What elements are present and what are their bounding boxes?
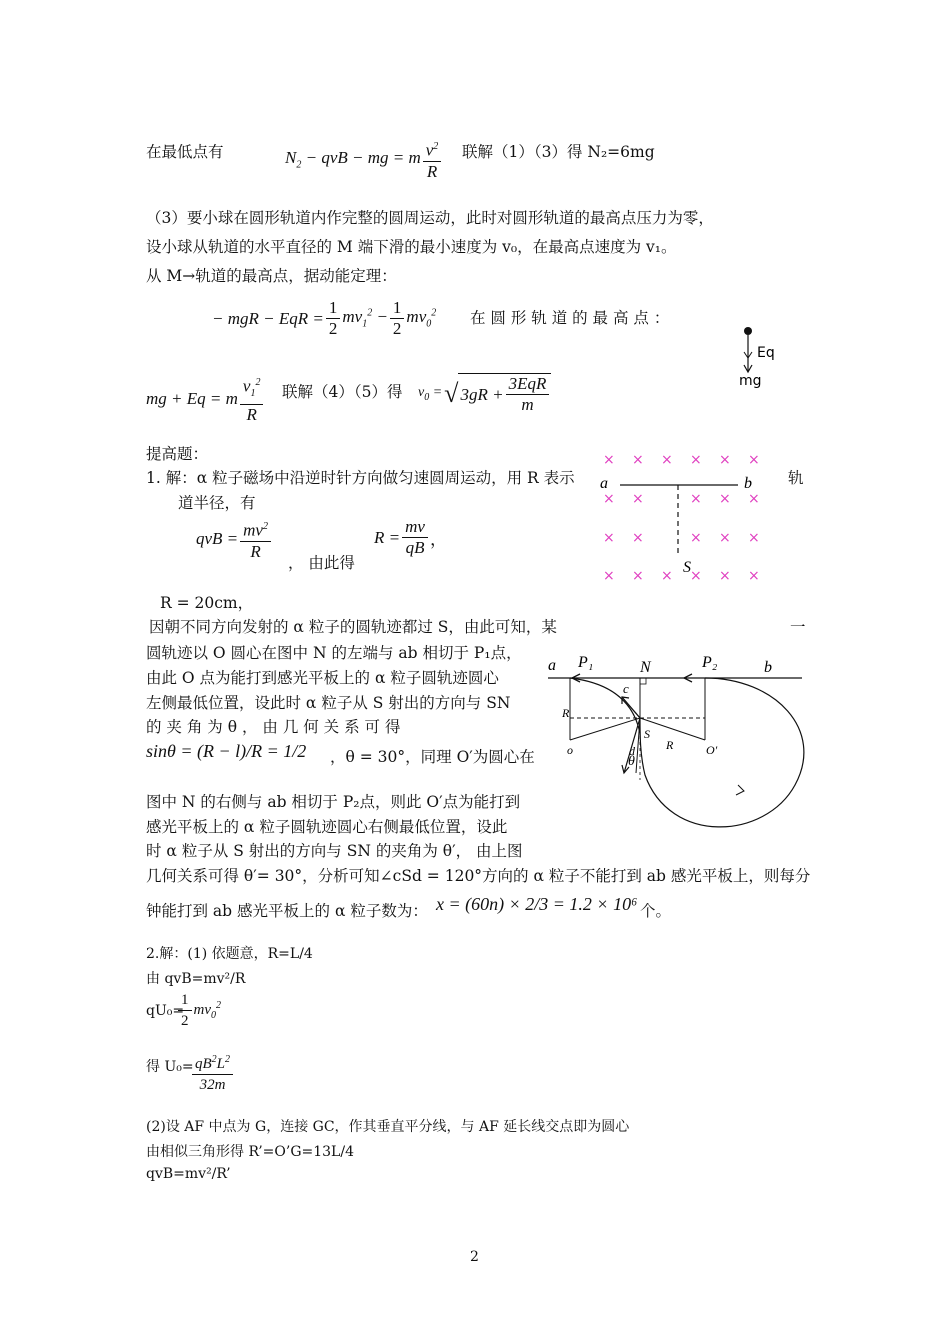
svg-text:×: × xyxy=(632,530,644,546)
q2-line1: 2.解：(1) 依题意，R=L/4 xyxy=(146,946,313,962)
joint-solve-2: 联解（4）（5）得 xyxy=(282,383,403,401)
label-b: b xyxy=(744,475,752,492)
equation-R: R = $\frac{mv}{qB}$ ， xyxy=(374,517,447,557)
label-P2: P₂ xyxy=(702,654,718,671)
label-d: d xyxy=(629,744,635,758)
svg-text:×: × xyxy=(603,530,615,546)
svg-text:×: × xyxy=(748,530,760,546)
q2-line2: 由 qvB=mv²/R xyxy=(146,971,246,987)
label-a: a xyxy=(600,475,608,492)
label-b: b xyxy=(764,659,772,676)
field-crosses xyxy=(603,452,760,584)
equation-top: mg + Eq = m $\frac{v_1^2}{R}$ xyxy=(146,373,265,425)
para-b: 圆轨迹以 O 圆心在图中 N 的左端与 ab 相切于 P₁点， xyxy=(146,644,522,662)
svg-text:×: × xyxy=(690,568,702,584)
para-f: 图中 N 的右侧与 ab 相切于 P₂点，则此 O′点为能打到 xyxy=(146,793,521,811)
label-S: S xyxy=(644,727,650,741)
svg-text:×: × xyxy=(690,530,702,546)
equation-sin: sinθ = (R − l)/R = 1/2 xyxy=(146,741,307,761)
svg-text:×: × xyxy=(748,452,760,468)
page-number: 2 xyxy=(470,1249,479,1265)
q2-line5: (2)设 AF 中点为 G，连接 GC，作其垂直平分线，与 AF 延长线交点即为圆心 xyxy=(146,1119,630,1135)
at-top-label: 在 圆 形 轨 道 的 最 高 点 ： xyxy=(470,309,670,327)
para-g: 感光平板上的 α 粒子圆轨迹圆心右侧最低位置，设此 xyxy=(146,818,508,836)
para-h: 时 α 粒子从 S 射出的方向与 SN 的夹角为 θ′， 由上图 xyxy=(146,842,523,860)
svg-text:×: × xyxy=(603,452,615,468)
R-value: R = 20cm， xyxy=(160,594,254,612)
svg-text:×: × xyxy=(632,568,644,584)
svg-text:×: × xyxy=(603,491,615,507)
direction-c xyxy=(622,697,640,718)
equation-energy: − mgR − EqR = $\frac{1}{2}$ $mv_1^2$ − $\frac{1}{2}$ $mv_0^2$ xyxy=(212,298,437,338)
q2-equation-kinetic: $\frac{1}{2}$ $mv_0^2$ xyxy=(176,990,221,1031)
svg-text:×: × xyxy=(632,491,644,507)
para-d: 左侧最低位置，设此时 α 粒子从 S 射出的方向与 SN xyxy=(146,694,511,712)
svg-text:×: × xyxy=(690,452,702,468)
svg-text:×: × xyxy=(719,452,731,468)
force-label-eq: Eq xyxy=(757,345,775,361)
svg-text:×: × xyxy=(719,491,731,507)
force-diagram xyxy=(735,325,795,390)
svg-text:×: × xyxy=(719,530,731,546)
equation-qvB: qvB = $\frac{mv^2}{R}$ xyxy=(196,517,273,562)
label-theta: θ xyxy=(628,754,635,769)
svg-text:×: × xyxy=(661,568,673,584)
advanced-heading: 提高题： xyxy=(146,445,209,463)
para-i: 几何关系可得 θ′= 30°，分析可知∠cSd = 120°方向的 α 粒子不能打到 ab 感光平板上，则每分 xyxy=(146,867,811,885)
label-c: c xyxy=(623,681,629,696)
label-O: o xyxy=(567,743,573,757)
svg-text:×: × xyxy=(748,568,760,584)
svg-text:×: × xyxy=(690,491,702,507)
q2-line3-prefix: qU₀= xyxy=(146,1003,185,1019)
label-N: N xyxy=(640,659,651,676)
svg-text:×: × xyxy=(603,568,615,584)
svg-text:×: × xyxy=(632,452,644,468)
equation-lowest-point: $N_2$ − qvB − mg = m $\frac{v^2}{R}$ xyxy=(285,137,443,182)
part3-line1: （3）要小球在圆形轨道内作完整的圆周运动，此时对圆形轨道的最高点压力为零， xyxy=(146,209,714,227)
label-R-right: R xyxy=(666,738,674,752)
field-figure xyxy=(590,448,780,588)
q1-line2: 道半径，有 xyxy=(178,494,256,512)
force-label-mg: mg xyxy=(739,373,762,389)
part3-line3: 从 M→轨道的最高点，据动能定理： xyxy=(146,267,397,285)
para-c: 由此 O 点为能打到感光平板上的 α 粒子圆轨迹圆心 xyxy=(146,669,499,687)
ball-dot xyxy=(744,327,752,335)
svg-text:×: × xyxy=(748,491,760,507)
q2-line6: 由相似三角形得 R’=O’G=13L/4 xyxy=(146,1144,354,1160)
lowest-point-label: 在最低点有 xyxy=(146,143,224,161)
para-a: 因朝不同方向发射的 α 粒子的圆轨迹都过 S，由此可知，某 xyxy=(149,618,557,636)
para-e: 的 夹 角 为 θ ， 由 几 何 关 系 可 得 xyxy=(146,718,401,736)
radius-O-S xyxy=(570,718,640,740)
q1-line1-tail: 轨 xyxy=(788,469,804,487)
label-a: a xyxy=(548,657,556,674)
q2-equation-U0: $\frac{qB^2L^2}{32m}$ xyxy=(190,1050,235,1095)
unit-ge: 个。 xyxy=(640,902,672,920)
label-R-left: R xyxy=(562,706,570,720)
track-figure xyxy=(540,645,810,865)
svg-text:×: × xyxy=(661,452,673,468)
para-a-tail: 一 xyxy=(790,618,806,636)
arc-arrow xyxy=(736,785,744,795)
label-S: S xyxy=(683,559,691,576)
theta-result: ，θ = 30°，同理 O′为圆心在 xyxy=(330,748,535,766)
q1-line1: 1. 解：α 粒子磁场中沿逆时针方向做匀速圆周运动，用 R 表示 xyxy=(146,469,575,487)
equation-v0: $v_0$ = √ 3gR + $\frac{\text{3EqR}}{m}$ xyxy=(418,373,551,415)
part3-line2: 设小球从轨道的水平直径的 M 端下滑的最小速度为 v₀，在最高点速度为 v₁。 xyxy=(146,238,677,256)
svg-text:×: × xyxy=(719,568,731,584)
q2-line4-prefix: 得 U₀= xyxy=(146,1059,194,1075)
equation-x: x = (60n) × 2/3 = 1.2 × 10⁶ xyxy=(436,894,638,914)
hence-text: ， 由此得 xyxy=(288,554,355,572)
q2-line7: qvB=mv²/R’ xyxy=(146,1166,231,1182)
joint-solve-result-1: 联解（1）（3）得 N₂=6mg xyxy=(462,143,655,161)
para-j: 钟能打到 ab 感光平板上的 α 粒子数为： xyxy=(146,902,428,920)
label-P1: P₁ xyxy=(578,654,594,671)
label-Oprime: O′ xyxy=(706,743,718,757)
right-circle-arc xyxy=(640,678,804,827)
